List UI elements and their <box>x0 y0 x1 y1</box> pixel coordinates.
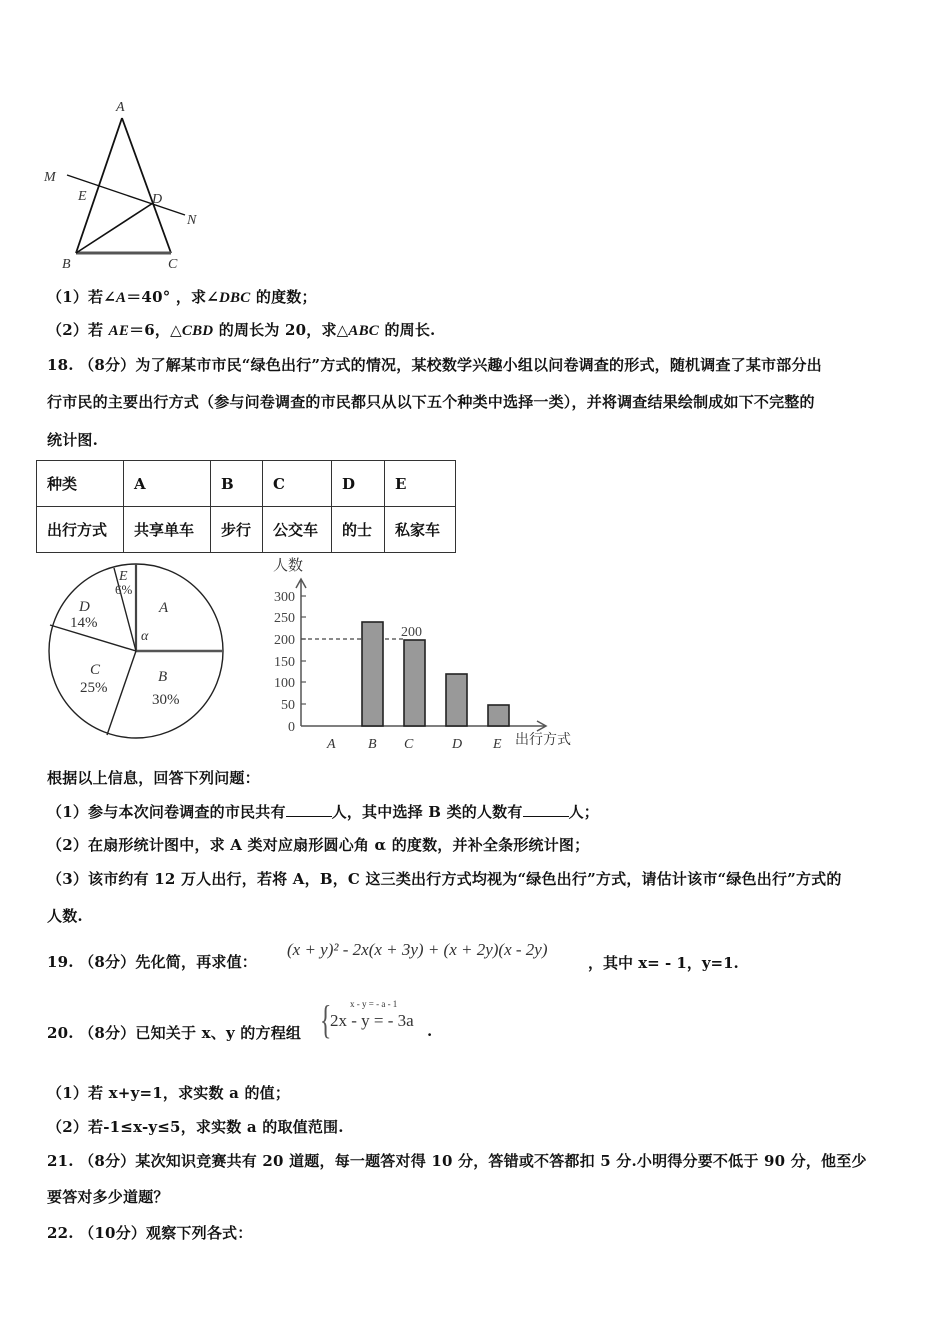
equation-1: x - y = - a - 1 <box>350 999 398 1009</box>
bar-chart <box>255 552 595 757</box>
table-cell: 出行方式 <box>37 507 124 553</box>
q17-part2: （2）若 AE＝6，△CBD 的周长为 20，求△ABC 的周长. <box>47 321 436 339</box>
xtick-D: D <box>452 737 463 752</box>
ytick: 150 <box>274 655 295 670</box>
table-cell: B <box>211 461 263 507</box>
answer-blank-total[interactable] <box>286 802 332 817</box>
label-B: B <box>62 257 71 272</box>
ytick: 50 <box>281 698 295 713</box>
table-row <box>37 507 456 553</box>
category-table <box>36 460 456 553</box>
ytick: 200 <box>274 633 295 648</box>
q18-part3-line2: 人数. <box>47 907 83 925</box>
table-cell: 公交车 <box>263 507 332 553</box>
q18-intro: 根据以上信息，回答下列问题： <box>47 769 260 787</box>
equation-2: 2x - y = - 3a <box>330 1011 414 1030</box>
table-cell: 种类 <box>37 461 124 507</box>
xtick-A: A <box>327 737 336 752</box>
pie-label-D: D <box>79 599 90 615</box>
q21-line2: 要答对多少道题？ <box>47 1188 169 1206</box>
table-header-row <box>37 461 456 507</box>
table-cell: 步行 <box>211 507 263 553</box>
q21-line1: 21. （8分）某次知识竞赛共有 20 道题，每一题答对得 10 分，答错或不答都扣 5 分.小明得分要不低于 90 分，他至少 <box>47 1152 867 1170</box>
ytick: 100 <box>274 676 295 691</box>
table-cell: A <box>124 461 211 507</box>
label-D: D <box>152 192 163 207</box>
pie-chart <box>40 560 230 755</box>
bar-C <box>404 640 425 726</box>
ytick: 250 <box>274 611 295 626</box>
label-C: C <box>168 257 178 272</box>
bar-C-value-label: 200 <box>401 625 422 640</box>
bar-B <box>362 622 383 726</box>
pie-label-E: E <box>119 569 128 584</box>
table-cell: C <box>263 461 332 507</box>
q20-part1: （1）若 x+y=1，求实数 a 的值； <box>47 1084 291 1102</box>
q18-stem-line2: 行市民的主要出行方式（参与问卷调查的市民都只从以下五个种类中选择一类），并将调查结果绘制成如下不完整的 <box>47 393 815 411</box>
label-M: M <box>44 170 56 185</box>
brace-icon: { <box>319 997 332 1042</box>
q22: 22. （10分）观察下列各式： <box>47 1224 253 1242</box>
answer-blank-b[interactable] <box>523 802 569 817</box>
q19-condition: ，其中 x= - 1，y=1. <box>588 954 739 972</box>
pie-pct-E: 6% <box>115 582 133 597</box>
q18-part1: （1）参与本次问卷调查的市民共有 人，其中选择 B 类的人数有 人； <box>47 803 599 821</box>
bar-xlabel: 出行方式 <box>515 733 571 748</box>
triangle-figure <box>30 90 230 280</box>
pie-label-alpha: α <box>141 629 149 644</box>
label-N: N <box>187 213 197 228</box>
q18-stem-line1: 18. （8分）为了解某市市民“绿色出行”方式的情况，某校数学兴趣小组以问卷调查的形式，随机调查了某市部分出 <box>47 356 822 374</box>
xtick-C: C <box>404 737 414 752</box>
pie-label-A: A <box>159 600 169 616</box>
label-A: A <box>116 100 125 115</box>
bar-E <box>488 705 509 726</box>
pie-label-C: C <box>90 662 101 678</box>
ytick: 0 <box>288 720 295 735</box>
q18-part2: （2）在扇形统计图中，求 A 类对应扇形圆心角 α 的度数，并补全条形统计图； <box>47 836 590 854</box>
q19-expression: (x + y)² - 2x(x + 3y) + (x + 2y)(x - 2y) <box>287 940 548 959</box>
bar-ylabel: 人数 <box>273 558 304 574</box>
table-cell: D <box>332 461 385 507</box>
pie-pct-D: 14% <box>70 615 98 631</box>
table-cell: E <box>385 461 456 507</box>
q18-stem-line3: 统计图. <box>47 431 99 449</box>
q19: 19. （8分）先化简，再求值： <box>47 953 257 971</box>
label-E: E <box>78 189 87 204</box>
pie-pct-B: 30% <box>152 692 180 708</box>
ytick: 300 <box>274 590 295 605</box>
q18-part3-line1: （3）该市约有 12 万人出行，若将 A，B，C 这三类出行方式均视为“绿色出行”方式，请估计该市“绿色出行”方式的 <box>47 870 842 888</box>
pie-pct-C: 25% <box>80 680 108 696</box>
table-cell: 共享单车 <box>124 507 211 553</box>
xtick-E: E <box>493 737 502 752</box>
q17-part1: （1）若∠A＝40° ，求∠DBC 的度数； <box>47 288 317 306</box>
table-cell: 的士 <box>332 507 385 553</box>
q20: 20. （8分）已知关于 x、y 的方程组 <box>47 1024 302 1042</box>
xtick-B: B <box>368 737 377 752</box>
table-cell: 私家车 <box>385 507 456 553</box>
equation-end: . <box>427 1022 433 1040</box>
pie-label-B: B <box>158 669 168 685</box>
bar-D <box>446 674 467 726</box>
q20-part2: （2）若-1≤x-y≤5，求实数 a 的取值范围. <box>47 1118 344 1136</box>
